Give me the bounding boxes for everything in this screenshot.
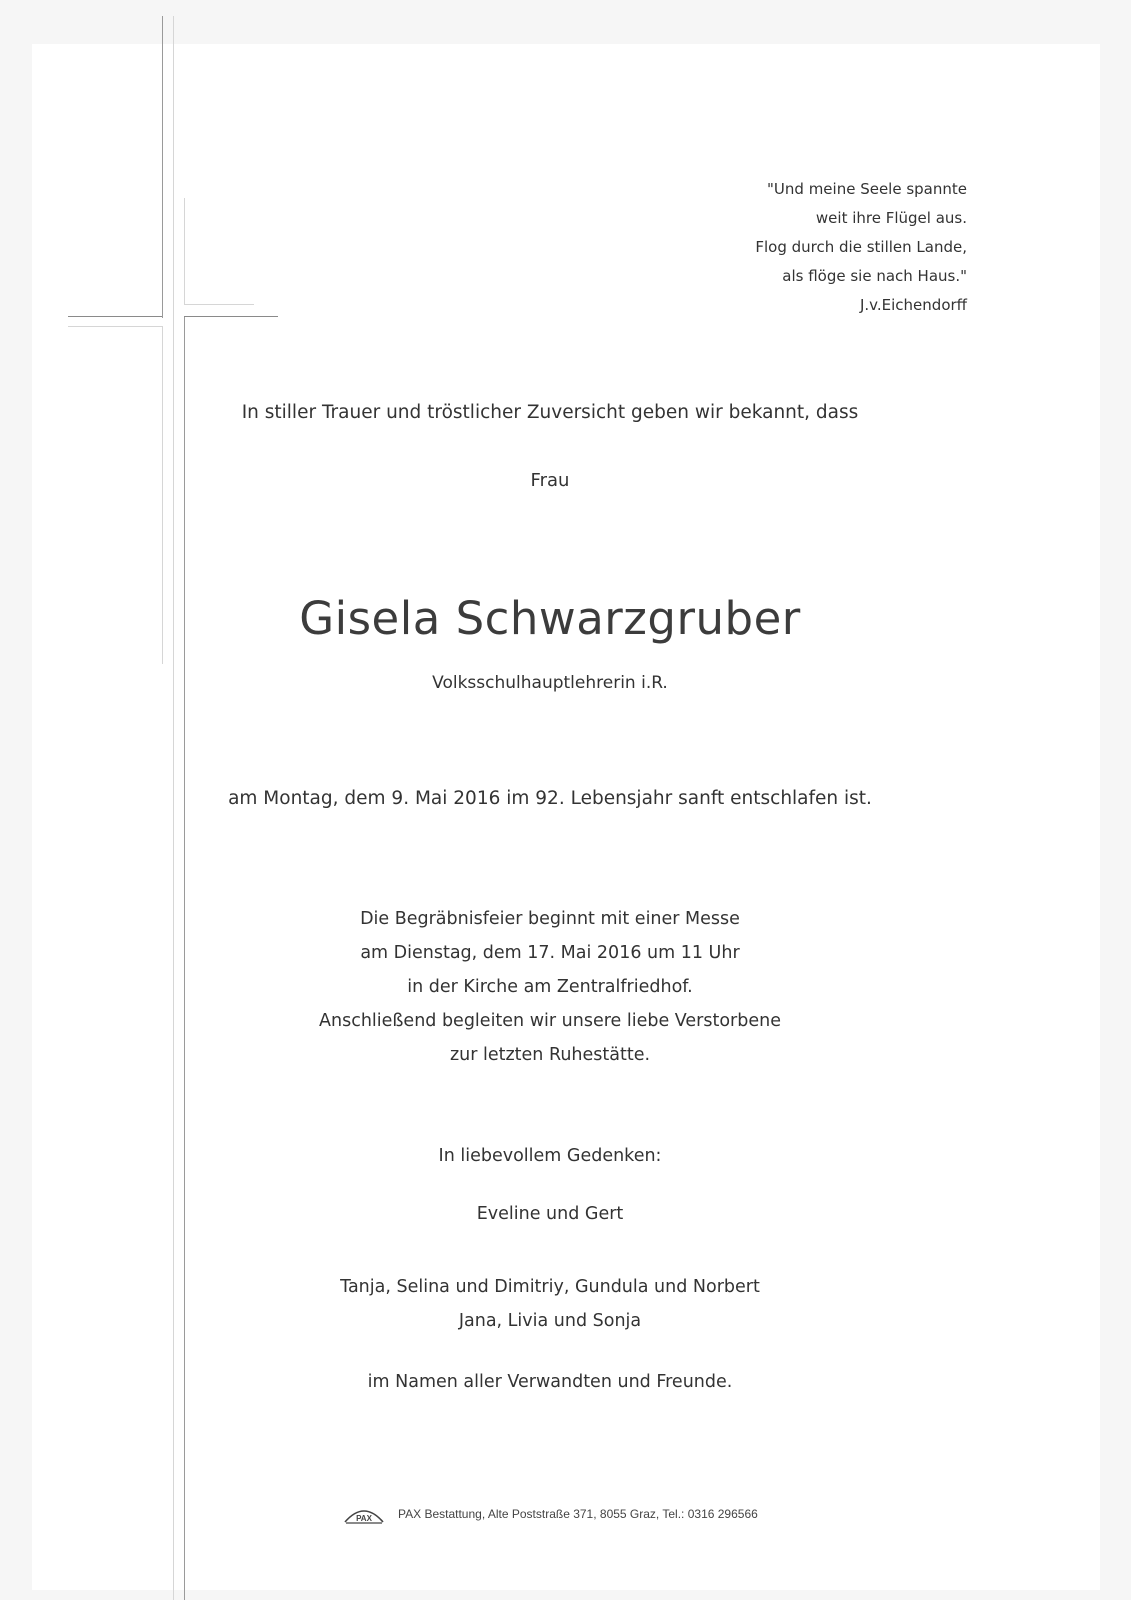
quote-author: J.v.Eichendorff — [859, 296, 967, 314]
funeral-line: in der Kirche am Zentralfriedhof. — [407, 977, 693, 997]
funeral-details — [170, 902, 930, 1072]
announcement: In stiller Trauer und tröstlicher Zuversicht geben wir bekannt, dass — [241, 402, 859, 423]
death-statement: am Montag, dem 9. Mai 2016 im 92. Lebensjahr sanft entschlafen ist. — [228, 788, 872, 809]
salutation: Frau — [530, 470, 570, 491]
funeral-line: zur letzten Ruhestätte. — [449, 1045, 651, 1065]
pax-logo-text: PAX — [356, 1514, 372, 1523]
funeral-line: Die Begräbnisfeier beginnt mit einer Messe — [360, 909, 740, 929]
footer-text: PAX Bestattung, Alte Poststraße 371, 8055 Graz, Tel.: 0316 296566 — [398, 1507, 758, 1521]
family-group-1: Eveline und Gert — [476, 1204, 624, 1224]
family-group-2 — [170, 1270, 930, 1338]
pax-logo-icon — [342, 1502, 386, 1526]
quote-line: Flog durch die stillen Lande, — [755, 238, 967, 256]
deceased-title: Volksschulhauptlehrerin i.R. — [432, 673, 668, 693]
poem-quote — [647, 175, 967, 320]
funeral-line: am Dienstag, dem 17. Mai 2016 um 11 Uhr — [360, 943, 740, 963]
footer — [342, 1500, 758, 1528]
quote-line: als flöge sie nach Haus." — [782, 267, 967, 285]
memory-heading: In liebevollem Gedenken: — [438, 1146, 662, 1166]
quote-line: weit ihre Flügel aus. — [815, 209, 967, 227]
quote-line: "Und meine Seele spannte — [767, 180, 967, 198]
funeral-line: Anschließend begleiten wir unsere liebe Verstorbene — [319, 1011, 781, 1031]
family-line: Jana, Livia und Sonja — [458, 1311, 642, 1331]
family-line: Tanja, Selina und Dimitriy, Gundula und Norbert — [340, 1277, 760, 1297]
deceased-name: Gisela Schwarzgruber — [299, 592, 801, 645]
closing-line: im Namen aller Verwandten und Freunde. — [367, 1372, 733, 1392]
